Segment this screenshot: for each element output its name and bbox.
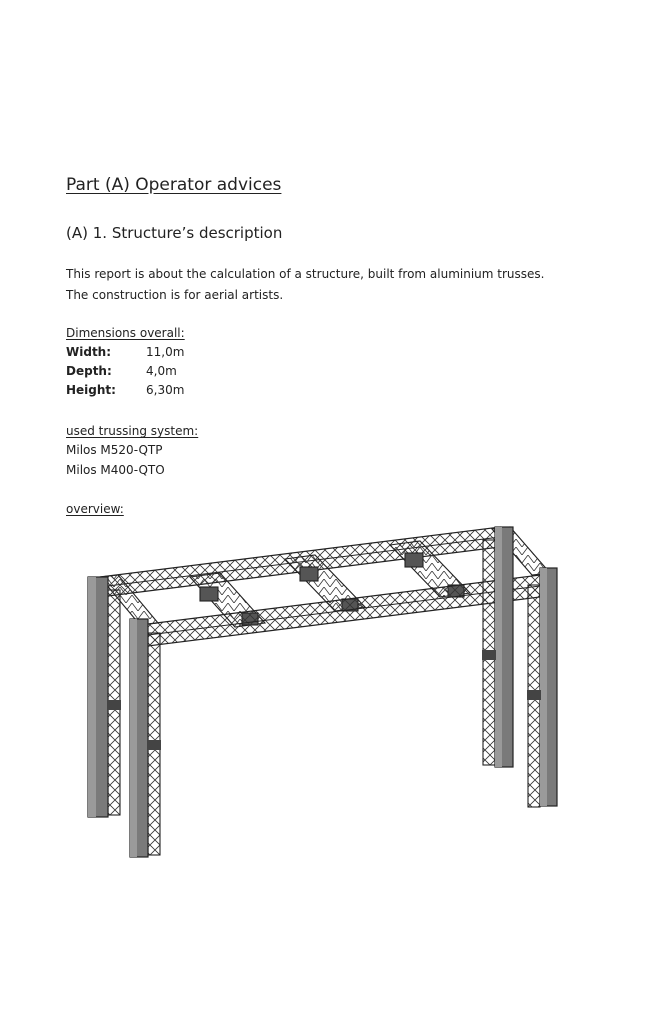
overview-heading: overview: (66, 502, 124, 516)
dimension-label: Width: (66, 345, 112, 359)
dimension-value: 6,30m (146, 383, 185, 397)
truss-item: Milos M520-QTP (66, 443, 163, 457)
truss-structure-drawing (60, 515, 570, 875)
dimension-value: 11,0m (146, 345, 185, 359)
back-left-leg (88, 577, 120, 817)
dimension-row (66, 383, 184, 402)
front-right-leg (528, 568, 557, 807)
dimension-value: 4,0m (146, 364, 177, 378)
trussing-heading: used trussing system: (66, 424, 199, 438)
intro-paragraph (66, 264, 544, 306)
page-title: Part (A) Operator advices (66, 175, 282, 195)
back-right-leg (483, 527, 513, 767)
dimensions-table (66, 345, 184, 402)
intro-line: The construction is for aerial artists. (66, 288, 284, 302)
dimension-row (66, 345, 184, 364)
truss-item: Milos M400-QTO (66, 463, 165, 477)
front-left-leg (130, 619, 160, 857)
dimension-label: Height: (66, 383, 116, 397)
section-heading: (A) 1. Structure’s description (66, 224, 283, 242)
leg-connectors (107, 650, 541, 750)
dimension-label: Depth: (66, 364, 112, 378)
dimension-row (66, 364, 184, 383)
intro-line: This report is about the calculation of a structure, built from aluminium trusses. (66, 267, 545, 281)
dimensions-heading: Dimensions overall: (66, 326, 185, 340)
